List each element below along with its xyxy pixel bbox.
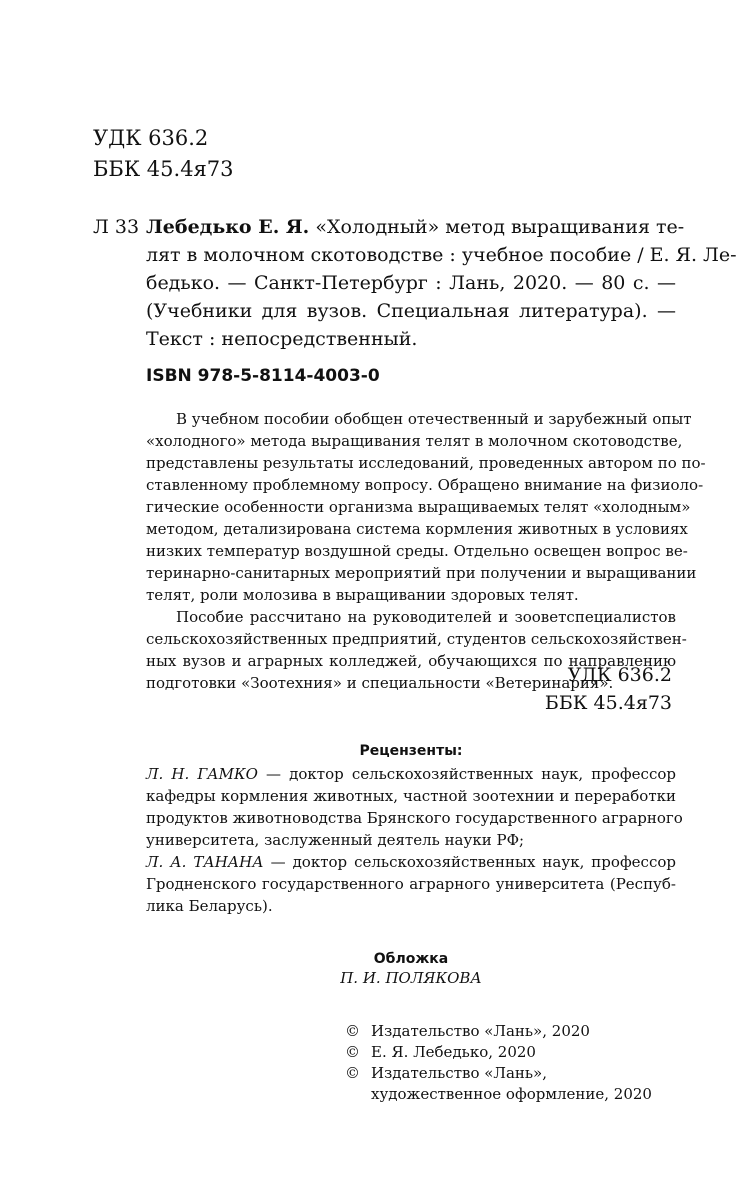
- reviewer-line: лика Беларусь).: [146, 897, 273, 915]
- bbk-code: ББК 45.4я73: [93, 157, 234, 181]
- abstract-line: низких температур воздушной среды. Отдельно освещен вопрос ве-: [146, 542, 688, 560]
- abstract-line: «холодного» метода выращивания телят в молочном скотоводстве,: [146, 432, 683, 450]
- abstract-line: методом, детализирована система кормления животных в условиях: [146, 520, 688, 538]
- bib-line: (Учебники для вузов. Специальная литература). —: [146, 300, 676, 322]
- copyright-line: [345, 1064, 547, 1082]
- bib-line: [146, 216, 685, 238]
- cover-designer: П. И. ПОЛЯКОВА: [340, 969, 482, 987]
- copyright-symbol: ©: [345, 1064, 360, 1082]
- copyright-text: Издательство «Лань»,: [371, 1064, 548, 1082]
- copyright-symbol: ©: [345, 1043, 360, 1061]
- udk-code-right: УДК 636.2: [567, 664, 672, 686]
- reviewer-text: — доктор сельскохозяйственных наук, профессор: [257, 765, 676, 783]
- abstract-line: теринарно-санитарных мероприятий при получении и выращивании: [146, 564, 697, 582]
- author-name: Лебедько Е. Я.: [146, 216, 310, 238]
- bib-line: лят в молочном скотоводстве : учебное пособие / Е. Я. Ле-: [146, 244, 737, 266]
- author-mark: Л 33: [93, 216, 140, 238]
- copyright-text: Издательство «Лань», 2020: [371, 1022, 590, 1040]
- copyright-line: [345, 1043, 536, 1061]
- reviewers-title: Рецензенты:: [359, 743, 463, 759]
- copyright-line: [345, 1022, 590, 1040]
- reviewer-line: продуктов животноводства Брянского государственного аграрного: [146, 809, 683, 827]
- abstract-line: гические особенности организма выращиваемых телят «холодным»: [146, 498, 691, 516]
- reviewer-text: — доктор сельскохозяйственных наук, профессор: [263, 853, 676, 871]
- bib-line: Текст : непосредственный.: [146, 328, 418, 350]
- bib-title-start: «Холодный» метод выращивания те-: [309, 216, 685, 238]
- copyright-continuation: художественное оформление, 2020: [371, 1085, 652, 1103]
- reviewer-line: университета, заслуженный деятель науки РФ;: [146, 831, 525, 849]
- abstract-line: В учебном пособии обобщен отечественный и зарубежный опыт: [176, 410, 692, 428]
- abstract-line: подготовки «Зоотехния» и специальности «Ветеринария».: [146, 674, 614, 692]
- cover-title: Обложка: [373, 951, 449, 967]
- abstract-line: Пособие рассчитано на руководителей и зооветспециалистов: [176, 608, 676, 626]
- abstract-line: представлены результаты исследований, проведенных автором по по-: [146, 454, 706, 472]
- bib-line: бедько. — Санкт-Петербург : Лань, 2020. — 80 с. —: [146, 272, 676, 294]
- reviewer-name: Л. Н. ГАМКО: [146, 765, 258, 783]
- copyright-text: Е. Я. Лебедько, 2020: [371, 1043, 536, 1061]
- reviewer-name: Л. А. ТАНАНА: [146, 853, 264, 871]
- reviewer-line: Гродненского государственного аграрного университета (Респуб-: [146, 875, 676, 893]
- abstract-line: сельскохозяйственных предприятий, студентов сельскохозяйствен-: [146, 630, 687, 648]
- reviewer-line: [146, 765, 676, 783]
- reviewer-line: кафедры кормления животных, частной зоотехнии и переработки: [146, 787, 676, 805]
- reviewer-line: [146, 853, 676, 871]
- udk-code: УДК 636.2: [93, 126, 209, 150]
- abstract-line: ставленному проблемному вопросу. Обращено внимание на физиоло-: [146, 476, 704, 494]
- abstract-line: ных вузов и аграрных колледжей, обучающихся по направлению: [146, 652, 676, 670]
- abstract-line: телят, роли молозива в выращивании здоровых телят.: [146, 586, 579, 604]
- isbn: ISBN 978-5-8114-4003-0: [146, 366, 380, 386]
- bbk-code-right: ББК 45.4я73: [544, 692, 672, 714]
- copyright-symbol: ©: [345, 1022, 360, 1040]
